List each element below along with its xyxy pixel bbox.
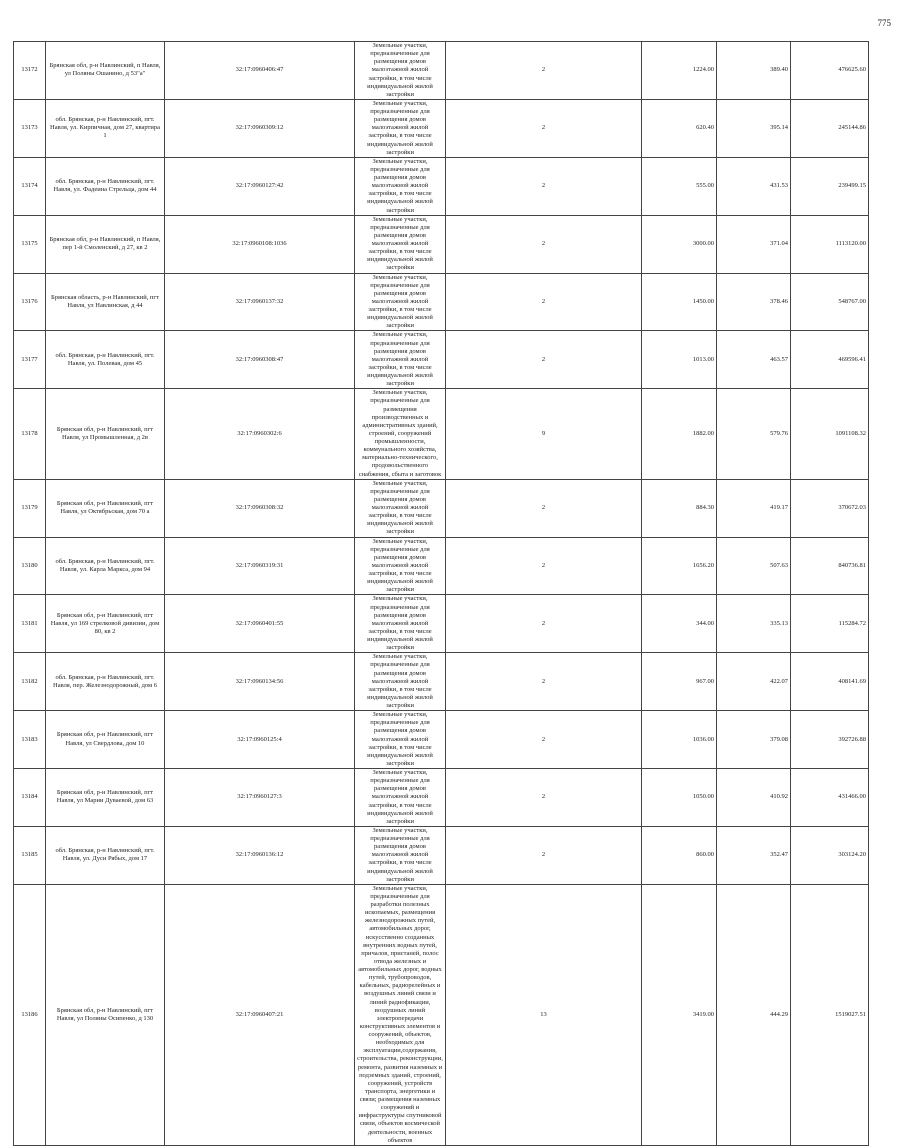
table-body	[14, 42, 869, 1146]
area-cell: 3419.00	[642, 884, 717, 1145]
specific-value-cell: 379.08	[717, 711, 791, 769]
area-cell: 860.00	[642, 826, 717, 884]
group-cell: 2	[446, 157, 642, 215]
cadastral-number-cell: 32:17:0960309:12	[165, 99, 355, 157]
table-row	[14, 537, 869, 595]
permitted-use-cell: Земельные участки, предназначенные для размещения домов малоэтажной жилой застройки, в том числе индивидуальной жилой застройки	[355, 769, 446, 827]
group-cell: 13	[446, 884, 642, 1145]
address-cell: Брянская обл, р-н Навлинский, п Навля, ул Поляны Ошанино, д 53"а"	[46, 42, 165, 100]
area-cell: 1656.20	[642, 537, 717, 595]
table-row	[14, 99, 869, 157]
permitted-use-cell: Земельные участки, предназначенные для размещения домов малоэтажной жилой застройки, в том числе индивидуальной жилой застройки	[355, 215, 446, 273]
specific-value-cell: 463.57	[717, 331, 791, 389]
permitted-use-cell: Земельные участки, предназначенные для размещения домов малоэтажной жилой застройки, в том числе индивидуальной жилой застройки	[355, 331, 446, 389]
table-row	[14, 157, 869, 215]
permitted-use-cell: Земельные участки, предназначенные для размещения домов малоэтажной жилой застройки, в том числе индивидуальной жилой застройки	[355, 479, 446, 537]
permitted-use-cell: Земельные участки, предназначенные для размещения домов малоэтажной жилой застройки, в том числе индивидуальной жилой застройки	[355, 273, 446, 331]
group-cell: 2	[446, 595, 642, 653]
specific-value-cell: 419.17	[717, 479, 791, 537]
group-cell: 2	[446, 99, 642, 157]
cadastral-value-cell: 392726.88	[791, 711, 869, 769]
group-cell: 2	[446, 537, 642, 595]
specific-value-cell: 431.53	[717, 157, 791, 215]
permitted-use-cell: Земельные участки, предназначенные для размещения производственных и административных зданий, строений, сооружений промышленности, коммунального хозяйства, материально-технического, продовольственного снабжения, сбыта и заготовок	[355, 389, 446, 479]
group-cell: 2	[446, 215, 642, 273]
row-number-cell: 13178	[14, 389, 46, 479]
address-cell: обл. Брянская, р-н Навлинский, пгт. Навля, ул. Карла Маркса, дом 94	[46, 537, 165, 595]
cadastral-value-cell: 548767.00	[791, 273, 869, 331]
cadastral-number-cell: 32:17:0960136:12	[165, 826, 355, 884]
table-row	[14, 42, 869, 100]
specific-value-cell: 507.63	[717, 537, 791, 595]
permitted-use-cell: Земельные участки, предназначенные для размещения домов малоэтажной жилой застройки, в том числе индивидуальной жилой застройки	[355, 42, 446, 100]
table-row	[14, 595, 869, 653]
area-cell: 620.40	[642, 99, 717, 157]
permitted-use-cell: Земельные участки, предназначенные для разработки полезных ископаемых, размещения железнодорожных путей, автомобильных дорог, искусственно созданных внутренних водных путей, причалов, пристаней, полос отвода железных и автомобильных дорог, водных путей, трубопроводов, кабельных, радиорелейных и воздушных линий связи и линий радиофикации, воздушных линий электропередачи конструктивных элементов и сооружений, объектов, необходимых для эксплуатации,содержания, строительства, реконструкции, ремонта, развития наземных и подземных зданий, строений, сооружений, устройств транспорта, энергетики и связи; размещения наземных сооружений и инфраструктуры спутниковой связи, объектов космической деятельности, военных объектов	[355, 884, 446, 1145]
page-number: 775	[877, 18, 891, 28]
permitted-use-cell: Земельные участки, предназначенные для размещения домов малоэтажной жилой застройки, в том числе индивидуальной жилой застройки	[355, 826, 446, 884]
cadastral-number-cell: 32:17:0960137:32	[165, 273, 355, 331]
area-cell: 3000.00	[642, 215, 717, 273]
cadastral-number-cell: 32:17:0960125:4	[165, 711, 355, 769]
permitted-use-cell: Земельные участки, предназначенные для размещения домов малоэтажной жилой застройки, в том числе индивидуальной жилой застройки	[355, 711, 446, 769]
row-number-cell: 13174	[14, 157, 46, 215]
address-cell: обл. Брянская, р-н Навлинский, пгт. Навля, ул. Фадеина Стрельца, дом 44	[46, 157, 165, 215]
specific-value-cell: 395.14	[717, 99, 791, 157]
cadastral-value-cell: 476625.60	[791, 42, 869, 100]
cadastral-value-cell: 239499.15	[791, 157, 869, 215]
address-cell: Брянская обл, р-н Навлинский, пгт Навля, ул Поляны Осипенко, д 130	[46, 884, 165, 1145]
land-registry-table	[13, 41, 869, 1146]
cadastral-value-cell: 370672.03	[791, 479, 869, 537]
address-cell: обл. Брянская, р-н Навлинский, пгт. Навля, пер. Железнодорожный, дом 6	[46, 653, 165, 711]
row-number-cell: 13175	[14, 215, 46, 273]
row-number-cell: 13183	[14, 711, 46, 769]
specific-value-cell: 422.07	[717, 653, 791, 711]
specific-value-cell: 410.92	[717, 769, 791, 827]
cadastral-value-cell: 115284.72	[791, 595, 869, 653]
cadastral-number-cell: 32:17:0960302:6	[165, 389, 355, 479]
cadastral-value-cell: 469596.41	[791, 331, 869, 389]
row-number-cell: 13182	[14, 653, 46, 711]
permitted-use-cell: Земельные участки, предназначенные для размещения домов малоэтажной жилой застройки, в том числе индивидуальной жилой застройки	[355, 595, 446, 653]
group-cell: 2	[446, 826, 642, 884]
address-cell: Брянская обл, р-н Навлинский, пгт Навля, ул Промышленная, д 2в	[46, 389, 165, 479]
specific-value-cell: 352.47	[717, 826, 791, 884]
cadastral-number-cell: 32:17:0960134:56	[165, 653, 355, 711]
cadastral-value-cell: 1113120.00	[791, 215, 869, 273]
address-cell: обл. Брянская, р-н Навлинский, пгт. Навля, ул. Дуси Рябых, дом 17	[46, 826, 165, 884]
specific-value-cell: 389.40	[717, 42, 791, 100]
cadastral-value-cell: 431466.00	[791, 769, 869, 827]
row-number-cell: 13186	[14, 884, 46, 1145]
specific-value-cell: 371.04	[717, 215, 791, 273]
specific-value-cell: 579.76	[717, 389, 791, 479]
row-number-cell: 13179	[14, 479, 46, 537]
group-cell: 2	[446, 42, 642, 100]
specific-value-cell: 444.29	[717, 884, 791, 1145]
area-cell: 1224.00	[642, 42, 717, 100]
group-cell: 9	[446, 389, 642, 479]
permitted-use-cell: Земельные участки, предназначенные для размещения домов малоэтажной жилой застройки, в том числе индивидуальной жилой застройки	[355, 157, 446, 215]
cadastral-number-cell: 32:17:0960308:32	[165, 479, 355, 537]
group-cell: 2	[446, 479, 642, 537]
row-number-cell: 13185	[14, 826, 46, 884]
cadastral-value-cell: 303124.20	[791, 826, 869, 884]
area-cell: 1013.00	[642, 331, 717, 389]
address-cell: обл. Брянская, р-н Навлинский, пгт. Навля, ул. Кирпичная, дом 27, квартира 1	[46, 99, 165, 157]
area-cell: 967.00	[642, 653, 717, 711]
table-row	[14, 479, 869, 537]
address-cell: Брянская обл, р-н Навлинский, пгт Навля, ул Свердлова, дом 10	[46, 711, 165, 769]
address-cell: обл. Брянская, р-н Навлинский, пгт. Навля, ул. Полевая, дом 45	[46, 331, 165, 389]
table-row	[14, 389, 869, 479]
table-row	[14, 769, 869, 827]
cadastral-number-cell: 32:17:0960127:3	[165, 769, 355, 827]
table-row	[14, 273, 869, 331]
area-cell: 1450.00	[642, 273, 717, 331]
table-row	[14, 215, 869, 273]
row-number-cell: 13181	[14, 595, 46, 653]
address-cell: Брянская обл, р-н Навлинский, пгт Навля, ул Марии Дуваевой, дом 63	[46, 769, 165, 827]
address-cell: Брянская область, р-н Навлинский, пгт Навля, ул Навлинская, д 44	[46, 273, 165, 331]
address-cell: Брянская обл, р-н Навлинский, пгт Навля, ул 169 стрелковой дивизии, дом 80, кв 2	[46, 595, 165, 653]
group-cell: 2	[446, 769, 642, 827]
row-number-cell: 13180	[14, 537, 46, 595]
cadastral-number-cell: 32:17:0960401:55	[165, 595, 355, 653]
group-cell: 2	[446, 653, 642, 711]
area-cell: 1036.00	[642, 711, 717, 769]
cadastral-number-cell: 32:17:0960319:31	[165, 537, 355, 595]
cadastral-number-cell: 32:17:0960108:1036	[165, 215, 355, 273]
table-row	[14, 653, 869, 711]
cadastral-value-cell: 1091108.32	[791, 389, 869, 479]
permitted-use-cell: Земельные участки, предназначенные для размещения домов малоэтажной жилой застройки, в том числе индивидуальной жилой застройки	[355, 99, 446, 157]
cadastral-number-cell: 32:17:0960406:47	[165, 42, 355, 100]
specific-value-cell: 378.46	[717, 273, 791, 331]
address-cell: Брянская обл, р-н Навлинский, п Навля, пер 1-й Смоленский, д 27, кв 2	[46, 215, 165, 273]
row-number-cell: 13177	[14, 331, 46, 389]
area-cell: 1050.00	[642, 769, 717, 827]
cadastral-number-cell: 32:17:0960127:42	[165, 157, 355, 215]
cadastral-value-cell: 1519027.51	[791, 884, 869, 1145]
table-row	[14, 331, 869, 389]
area-cell: 884.30	[642, 479, 717, 537]
area-cell: 555.00	[642, 157, 717, 215]
cadastral-value-cell: 245144.86	[791, 99, 869, 157]
cadastral-number-cell: 32:17:0960407:21	[165, 884, 355, 1145]
cadastral-number-cell: 32:17:0960308:47	[165, 331, 355, 389]
cadastral-value-cell: 408141.69	[791, 653, 869, 711]
table-row	[14, 826, 869, 884]
cadastral-value-cell: 840736.81	[791, 537, 869, 595]
row-number-cell: 13184	[14, 769, 46, 827]
group-cell: 2	[446, 331, 642, 389]
row-number-cell: 13172	[14, 42, 46, 100]
permitted-use-cell: Земельные участки, предназначенные для размещения домов малоэтажной жилой застройки, в том числе индивидуальной жилой застройки	[355, 537, 446, 595]
row-number-cell: 13176	[14, 273, 46, 331]
row-number-cell: 13173	[14, 99, 46, 157]
group-cell: 2	[446, 273, 642, 331]
area-cell: 1882.00	[642, 389, 717, 479]
area-cell: 344.00	[642, 595, 717, 653]
group-cell: 2	[446, 711, 642, 769]
specific-value-cell: 335.13	[717, 595, 791, 653]
permitted-use-cell: Земельные участки, предназначенные для размещения домов малоэтажной жилой застройки, в том числе индивидуальной жилой застройки	[355, 653, 446, 711]
address-cell: Брянская обл, р-н Навлинский, пгт Навля, ул Октябрьская, дом 70 а	[46, 479, 165, 537]
table-row	[14, 711, 869, 769]
table-row	[14, 884, 869, 1145]
